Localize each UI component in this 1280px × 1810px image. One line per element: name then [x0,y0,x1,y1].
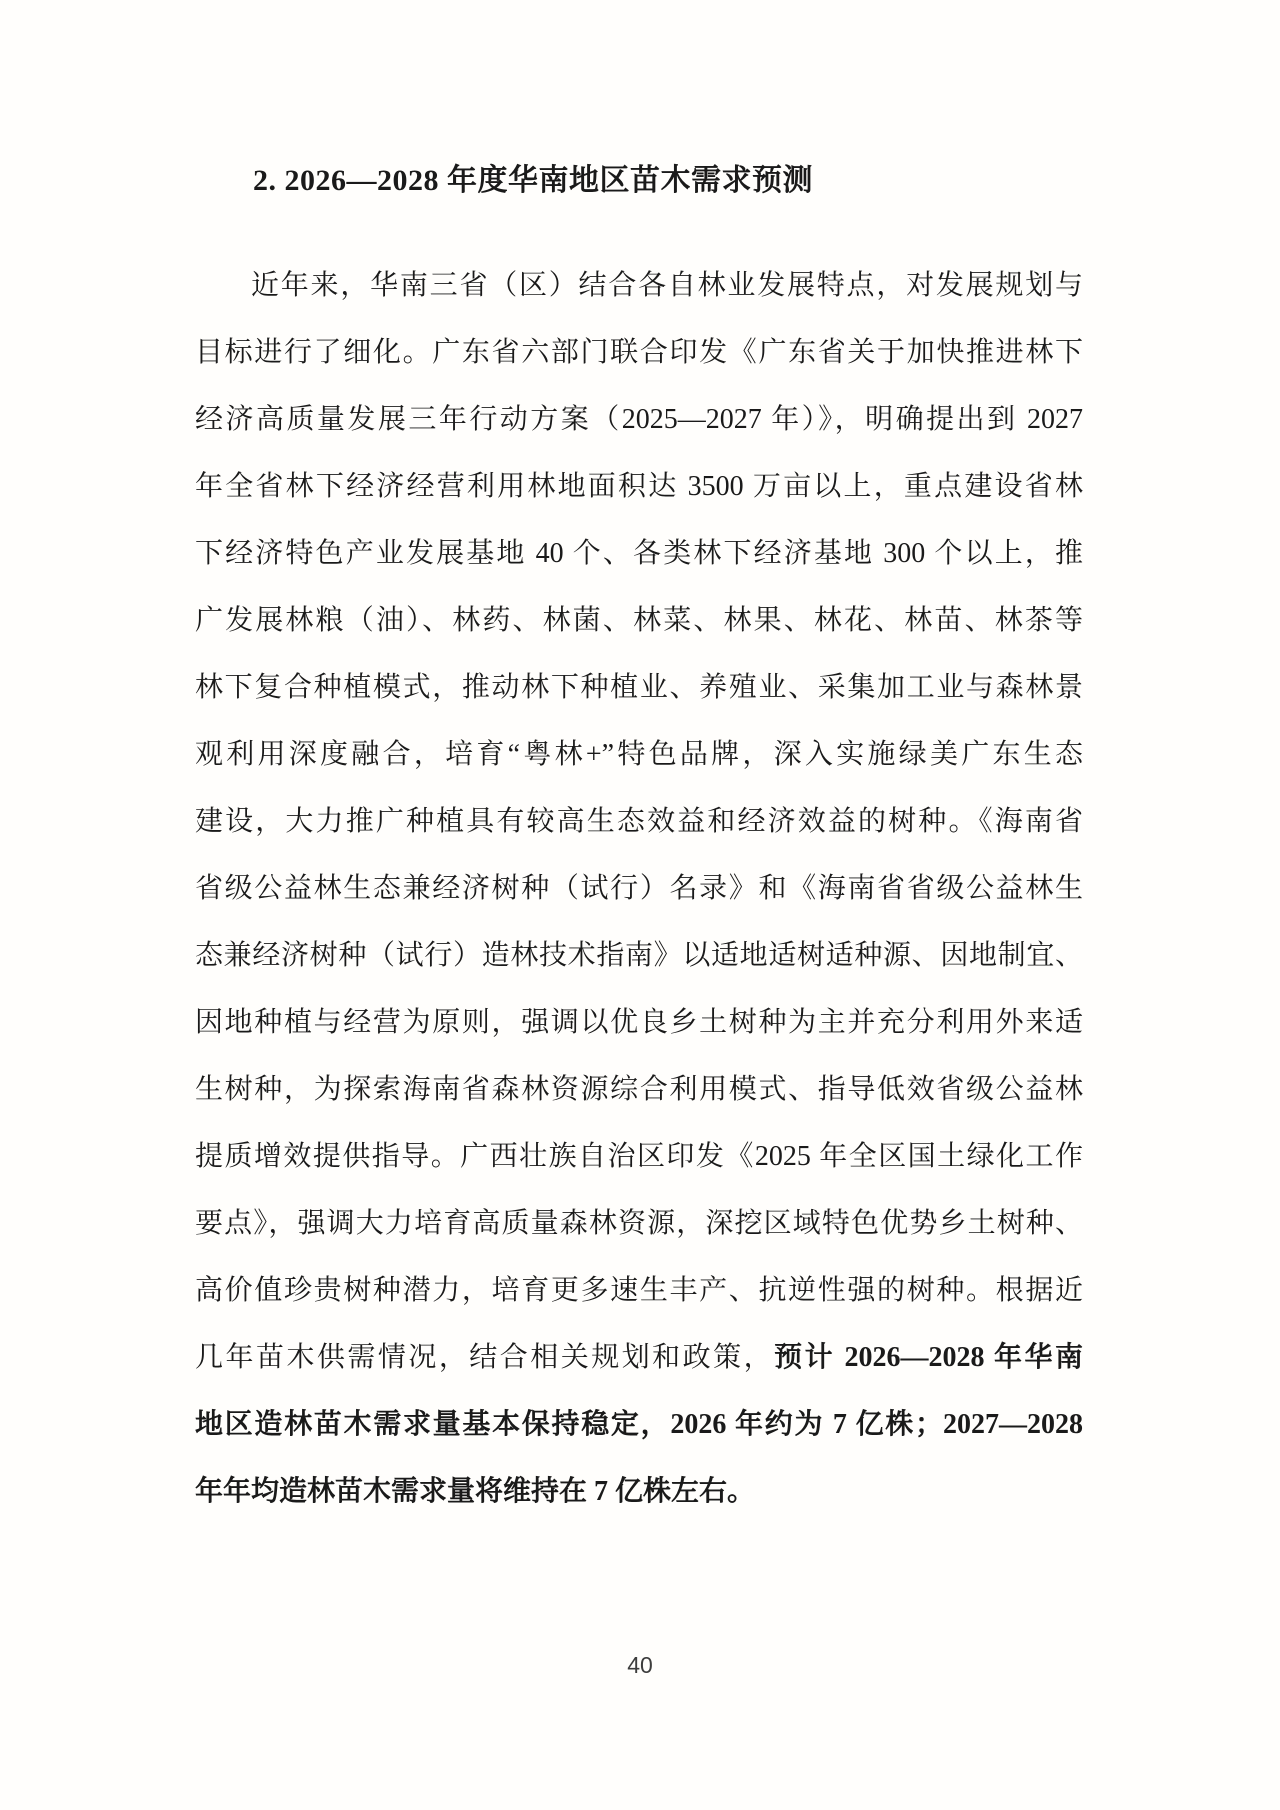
paragraph-text: 要点》，强调大力培育高质量森林资源，深挖区域特色优势乡土树种、 [195,1208,1083,1239]
paragraph-line [195,788,1083,855]
page-number: 40 [627,1652,653,1678]
paragraph-bold-text: 地区造林苗木需求量基本保持稳定，2026 年约为 7 亿株；2027—2028 [195,1409,1083,1440]
paragraph-line [195,1190,1083,1257]
paragraph-text: 观利用深度融合，培育“粤林+”特色品牌，深入实施绿美广东生态 [195,739,1083,770]
paragraph-line [195,1324,1083,1391]
paragraph-text: 广发展林粮（油）、林药、林菌、林菜、林果、林花、林苗、林茶等 [195,605,1083,636]
paragraph-line [195,319,1083,386]
paragraph-text: 几年苗木供需情况，结合相关规划和政策， [195,1342,775,1373]
paragraph-line [195,252,1083,319]
paragraph-line [195,520,1083,587]
paragraph-line [195,855,1083,922]
body-paragraph [195,252,1083,1525]
paragraph-line [195,1257,1083,1324]
paragraph-line [195,922,1083,989]
paragraph-line [195,989,1083,1056]
paragraph-text: 近年来，华南三省（区）结合各自林业发展特点，对发展规划与 [251,270,1083,301]
paragraph-line [195,1391,1083,1458]
paragraph-line [195,654,1083,721]
paragraph-line [195,721,1083,788]
paragraph-line [195,1123,1083,1190]
paragraph-text: 建设，大力推广种植具有较高生态效益和经济效益的树种。《海南省 [195,806,1083,837]
paragraph-line [195,587,1083,654]
paragraph-text: 年全省林下经济经营利用林地面积达 3500 万亩以上，重点建设省林 [195,471,1083,502]
paragraph-bold-text: 预计 2026—2028 年华南 [774,1342,1083,1373]
paragraph-text: 因地种植与经营为原则，强调以优良乡土树种为主并充分利用外来适 [195,1007,1083,1038]
paragraph-text: 生树种，为探索海南省森林资源综合利用模式、指导低效省级公益林 [195,1074,1083,1105]
paragraph-line [195,1458,1083,1525]
paragraph-line [195,1056,1083,1123]
section-heading: 2. 2026—2028 年度华南地区苗木需求预测 [253,164,813,197]
paragraph-text: 提质增效提供指导。广西壮族自治区印发《2025 年全区国土绿化工作 [195,1141,1083,1172]
paragraph-text: 高价值珍贵树种潜力，培育更多速生丰产、抗逆性强的树种。根据近 [195,1275,1083,1306]
paragraph-line [195,453,1083,520]
paragraph-text: 态兼经济树种（试行）造林技术指南》以适地适树适种源、因地制宜、 [195,940,1083,971]
paragraph-text: 省级公益林生态兼经济树种（试行）名录》和《海南省省级公益林生 [195,873,1083,904]
paragraph-bold-text: 年年均造林苗木需求量将维持在 7 亿株左右。 [195,1476,756,1507]
paragraph-text: 下经济特色产业发展基地 40 个、各类林下经济基地 300 个以上，推 [195,538,1083,569]
paragraph-text: 目标进行了细化。广东省六部门联合印发《广东省关于加快推进林下 [195,337,1083,368]
paragraph-text: 经济高质量发展三年行动方案（2025—2027 年）》，明确提出到 2027 [195,404,1083,435]
paragraph-line [195,386,1083,453]
paragraph-text: 林下复合种植模式，推动林下种植业、养殖业、采集加工业与森林景 [195,672,1083,703]
